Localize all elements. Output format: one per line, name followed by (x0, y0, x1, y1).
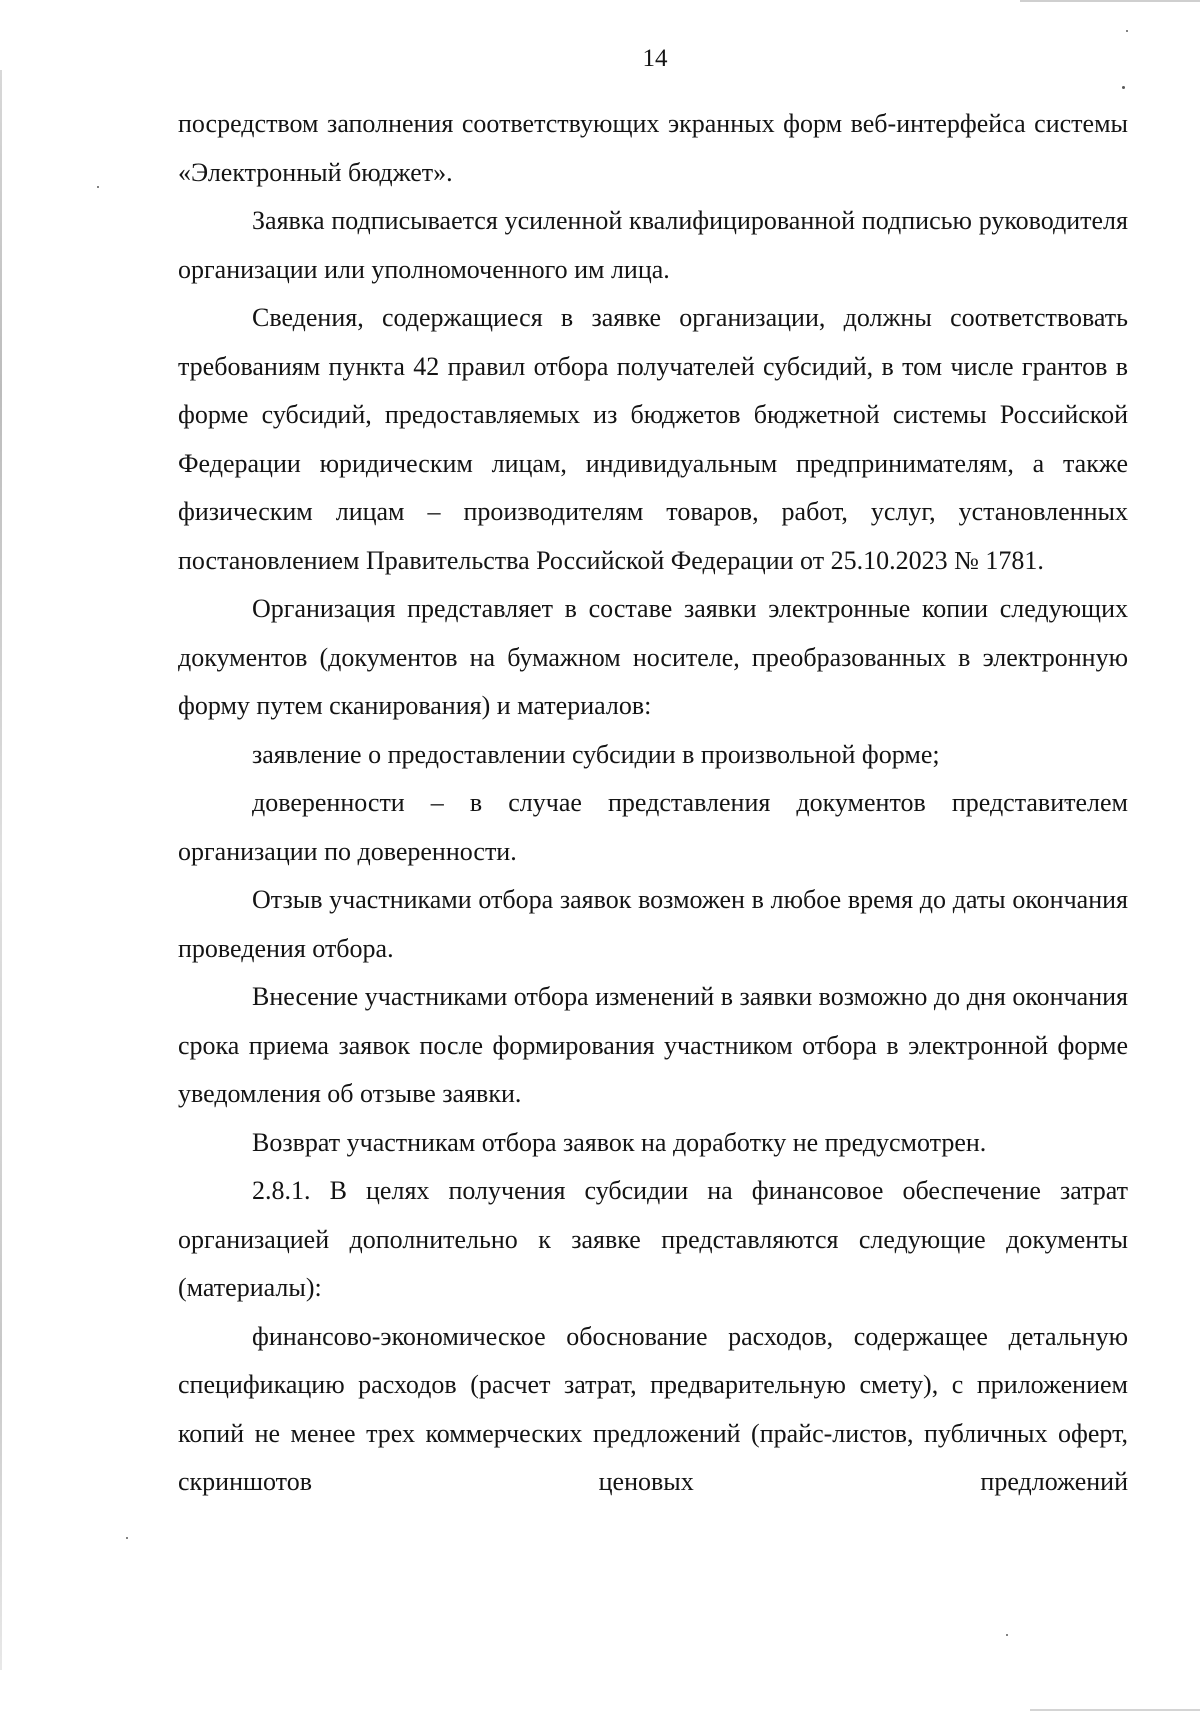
paragraph-withdrawal: Отзыв участниками отбора заявок возможен в любое время до даты окончания проведения отбора. (178, 885, 1128, 963)
scan-speck (1126, 30, 1128, 32)
paragraph-signature: Заявка подписывается усиленной квалифицированной подписью руководителя организации или уполномоченного им лица. (178, 206, 1128, 284)
paragraph-amendments: Внесение участниками отбора изменений в заявки возможно до дня окончания срока приема заявок после формирования участником отбора в электронной форме уведомления об отзыве заявки. (178, 982, 1128, 1108)
paragraph-continuation: посредством заполнения соответствующих экранных форм веб-интерфейса системы «Электронный бюджет». (178, 109, 1128, 187)
scan-speck (126, 1537, 128, 1539)
paragraph-section-2-8-1: 2.8.1. В целях получения субсидии на финансовое обеспечение затрат организацией дополнительно к заявке представляются следующие документы (материалы): (178, 1176, 1128, 1302)
page-number: 14 (642, 45, 668, 72)
scan-speck (1006, 1634, 1008, 1636)
paragraph-requirements: Сведения, содержащиеся в заявке организации, должны соответствовать требованиям пункта 42 правил отбора получателей субсидий, в том числе грантов в форме субсидий, предоставляемых из бюджетов бюджетной системы Российской Федерации юридическим лицам, индивидуальным предпринимателям, а также физическим лицам – производителям товаров, работ, услуг, установленных постановлением Правительства Российской Федерации от 25.10.2023 № 1781. (178, 303, 1128, 575)
document-body (178, 100, 1128, 1507)
scan-speck (97, 186, 99, 188)
list-item-power-of-attorney: доверенности – в случае представления документов представителем организации по доверенности. (178, 788, 1128, 866)
list-item-application: заявление о предоставлении субсидии в произвольной форме; (252, 739, 940, 769)
scan-edge-left (0, 70, 2, 1670)
paragraph-documents-list-intro: Организация представляет в составе заявки электронные копии следующих документов (документов на бумажном носителе, преобразованных в электронную форму путем сканирования) и материалов: (178, 594, 1128, 720)
paragraph-financial-justification: финансово-экономическое обоснование расходов, содержащее детальную спецификацию расходов (расчет затрат, предварительную смету), с приложением копий не менее трех коммерческих предложений (прайс-листов, публичных оферт, скриншотов ценовых предложений (178, 1321, 1128, 1496)
scan-speck (1122, 86, 1125, 89)
paragraph-no-return: Возврат участникам отбора заявок на доработку не предусмотрен. (252, 1127, 987, 1157)
scan-edge-top (1020, 0, 1200, 2)
